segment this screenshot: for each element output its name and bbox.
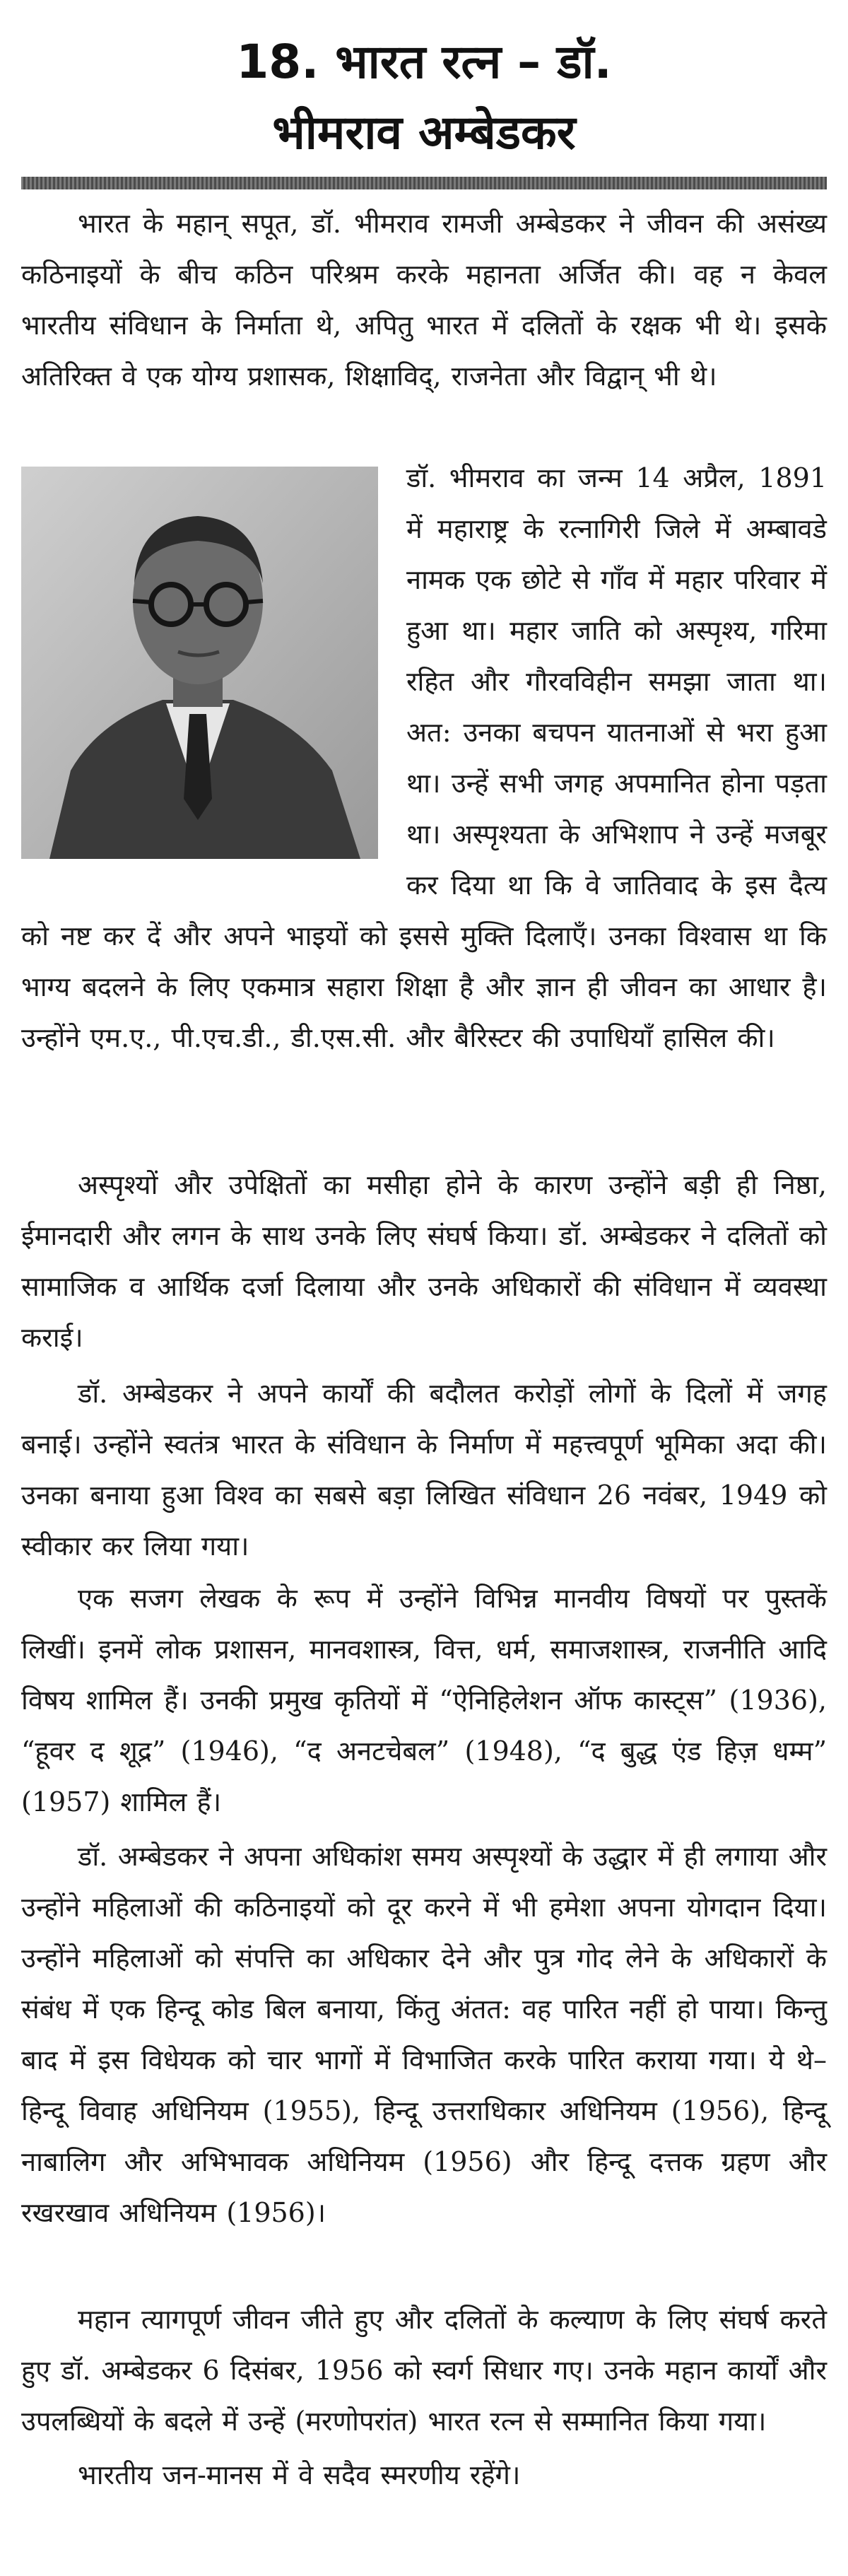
paragraph-hindu-code-bill: डॉ. अम्बेडकर ने अपना अधिकांश समय अस्पृश्यों के उद्धार में ही लगाया और उन्होंने महिलाओं की कठिनाइयों को दूर करने में भी हमेशा अपना योगदान दिया। उन्होंने महिलाओं को संपत्ति का अधिकार देने और पुत्र गोद लेने के अधिकारों के संबंध में एक हिन्दू कोड बिल बनाया, किंतु अंतत: वह पारित नहीं हो पाया। किन्तु बाद में इस विधेयक को चार भागों में विभाजित करके पारित कराया गया। ये थे–हिन्दू विवाह अधिनियम (1955), हिन्दू उत्तराधिकार अधिनियम (1956), हिन्दू नाबालिग और अभिभावक अधिनियम (1956) और हिन्दू दत्तक ग्रहण और रखरखाव अधिनियम (1956)।	[21, 1841, 827, 2228]
title-divider	[21, 177, 827, 189]
portrait-illustration	[21, 467, 378, 859]
portrait-photo	[21, 467, 378, 859]
essay-title-line-1: 18. भारत रत्न – डॉ.	[236, 35, 612, 89]
essay-title-line-2: भीमराव अम्बेडकर	[272, 105, 576, 160]
paragraph-intro: भारत के महान् सपूत, डॉ. भीमराव रामजी अम्बेडकर ने जीवन की असंख्य कठिनाइयों के बीच कठिन परिश्रम करके महानता अर्जित की। वह न केवल भारतीय संविधान के निर्माता थे, अपितु भारत में दलितों के रक्षक भी थे। इसके अतिरिक्त वे एक योग्य प्रशासक, शिक्षाविद्, राजनेता और विद्वान् भी थे।	[21, 208, 827, 392]
paragraph-writer: एक सजग लेखक के रूप में उन्होंने विभिन्न मानवीय विषयों पर पुस्तकें लिखीं। इनमें लोक प्रशासन, मानवशास्त्र, वित्त, धर्म, समाजशास्त्र, राजनीति आदि विषय शामिल हैं। उनकी प्रमुख कृतियों में “ऐनिहिलेशन ऑफ कास्ट्स” (1936), “हूवर द शूद्र” (1946), “द अनटचेबल” (1948), “द बुद्ध एंड हिज़ धम्म” (1957) शामिल हैं।	[21, 1583, 827, 1817]
paragraph-conclusion: भारतीय जन-मानस में वे सदैव स्मरणीय रहेंगे।	[78, 2459, 521, 2490]
paragraph-messiah: अस्पृश्यों और उपेक्षितों का मसीहा होने के कारण उन्होंने बड़ी ही निष्ठा, ईमानदारी और लगन के साथ उनके लिए संघर्ष किया। डॉ. अम्बेडकर ने दलितों को सामाजिक व आर्थिक दर्जा दिलाया और उनके अधिकारों की संविधान में व्यवस्था कराई।	[21, 1169, 827, 1353]
paragraph-early-life	[21, 452, 827, 1063]
paragraph-constitution: डॉ. अम्बेडकर ने अपने कार्यों की बदौलत करोड़ों लोगों के दिलों में जगह बनाई। उन्होंने स्वतंत्र भारत के संविधान के निर्माण में महत्त्वपूर्ण भूमिका अदा की। उनका बनाया हुआ विश्व का सबसे बड़ा लिखित संविधान 26 नवंबर, 1949 को स्वीकार कर लिया गया।	[21, 1378, 827, 1562]
paragraph-early-life-text: डॉ. भीमराव का जन्म 14 अप्रैल, 1891 में महाराष्ट्र के रत्नागिरी जिले में अम्बावडे नामक एक छोटे से गाँव में महार परिवार में हुआ था। महार जाति को अस्पृश्य, गरिमा रहित और गौरवविहीन समझा जाता था। अत: उनका बचपन यातनाओं से भरा हुआ था। उन्हें सभी जगह अपमानित होना पड़ता था। अस्पृश्यता के अभिशाप ने उन्हें मजबूर कर दिया था कि वे जातिवाद के इस दैत्य को नष्ट कर दें और अपने भाइयों को इससे मुक्ति दिलाएँ। उनका विश्वास था कि भाग्य बदलने के लिए एकमात्र सहारा शिक्षा है और ज्ञान ही जीवन का आधार है। उन्होंने एम.ए., पी.एच.डी., डी.एस.सी. और बैरिस्टर की उपाधियाँ हासिल की।	[21, 462, 827, 1053]
paragraph-death-bharat-ratna: महान त्यागपूर्ण जीवन जीते हुए और दलितों के कल्याण के लिए संघर्ष करते हुए डॉ. अम्बेडकर 6 दिसंबर, 1956 को स्वर्ग सिधार गए। उनके महान कार्यों और उपलब्धियों के बदले में उन्हें (मरणोपरांत) भारत रत्न से सम्मानित किया गया।	[21, 2304, 827, 2437]
